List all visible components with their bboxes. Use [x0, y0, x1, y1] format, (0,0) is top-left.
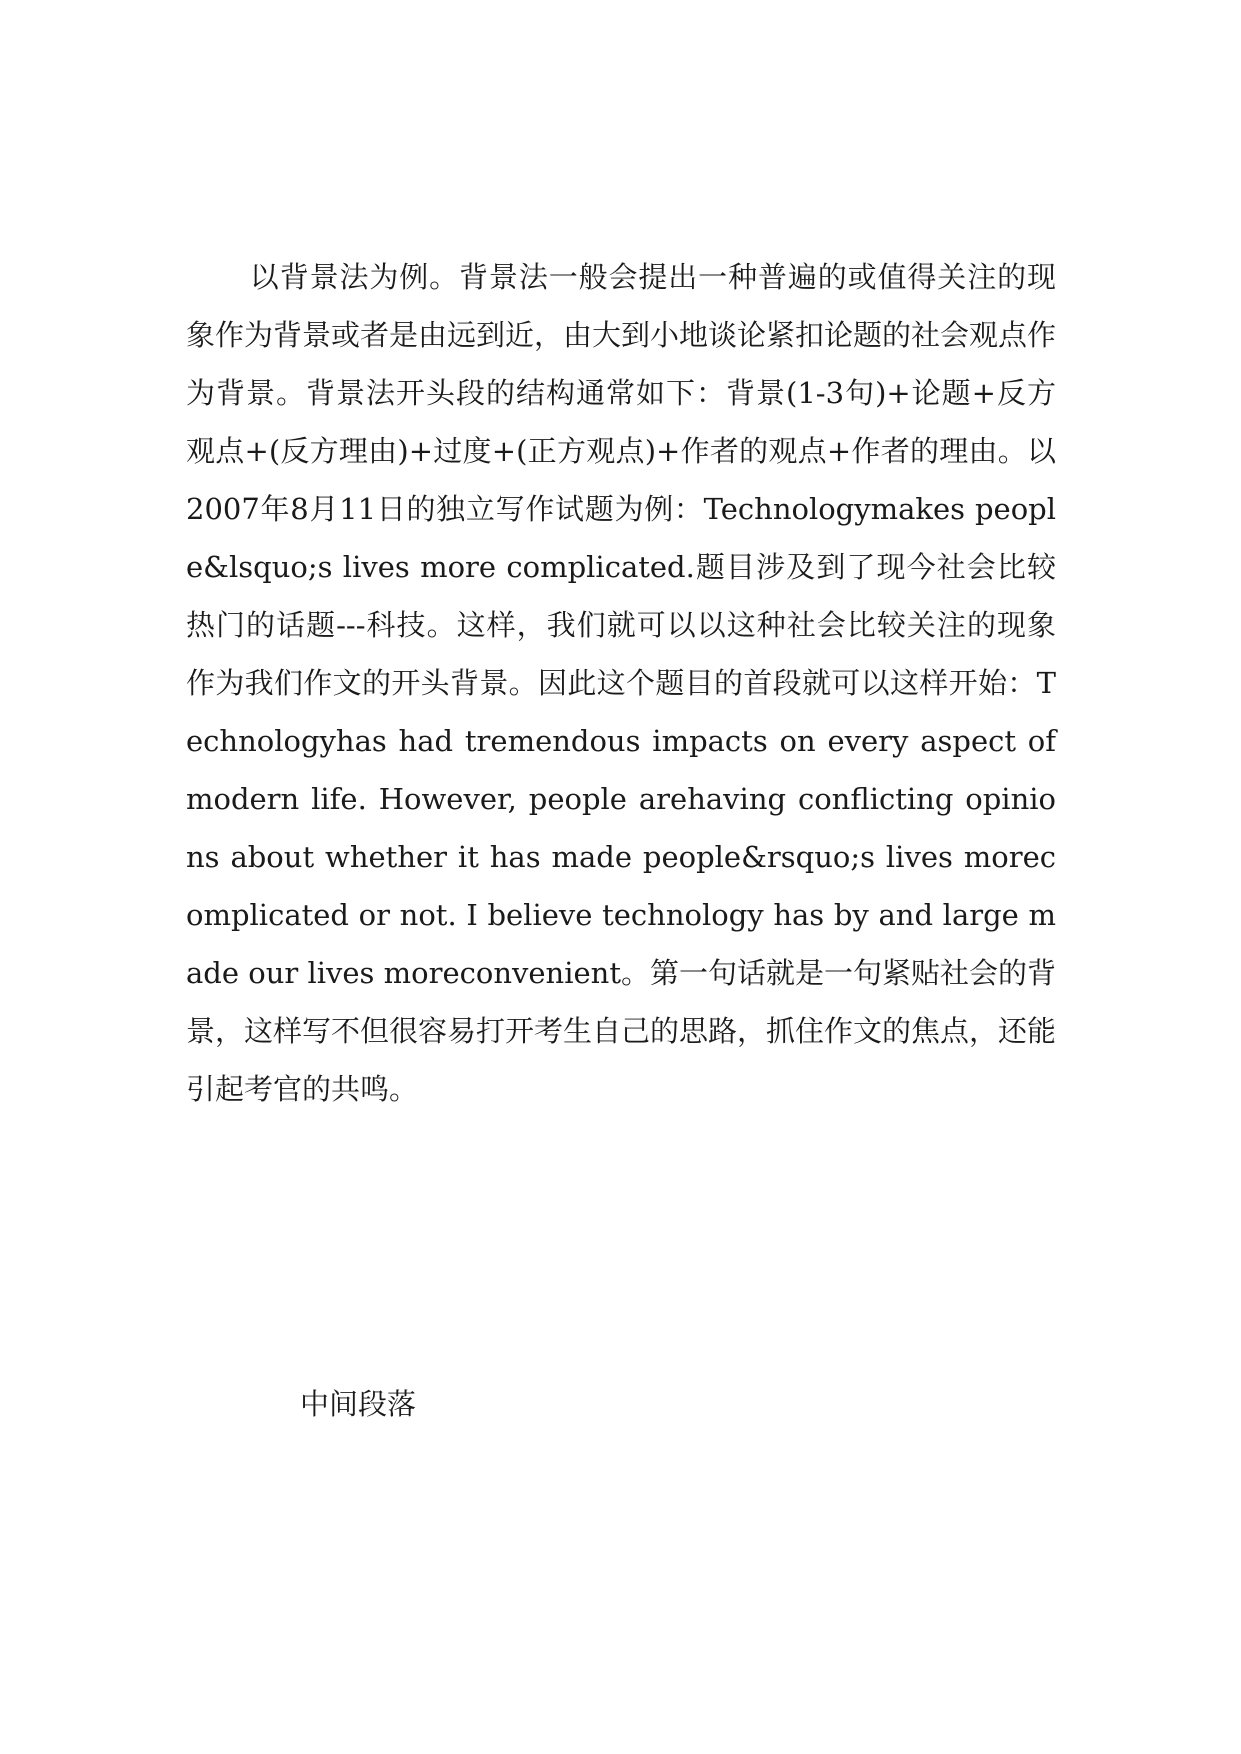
- section-heading: 中间段落: [300, 1387, 417, 1421]
- body-paragraph: 以背景法为例。背景法一般会提出一种普遍的或值得关注的现象作为背景或者是由远到近，由大到小地谈论紧扣论题的社会观点作为背景。背景法开头段的结构通常如下：背景(1-3句)+论题+反方观点+(反方理由)+过度+(正方观点)+作者的观点+作者的理由。以2007年8月11日的独立写作试题为例：Technologymakes people&lsquo;s lives more complicated.题目涉及到了现今社会比较热门的话题---科技。这样，我们就可以以这种社会比较关注的现象作为我们作文的开头背景。因此这个题目的首段就可以这样开始：Technologyhas had tremendous impacts on every aspect of modern life. However, people arehaving conflicting opinions about whether it has made people&rsquo;s lives morecomplicated or not. I believe technology has by and large made our lives moreconvenient。第一句话就是一句紧贴社会的背景，这样写不但很容易打开考生自己的思路，抓住作文的焦点，还能引起考官的共鸣。: [186, 260, 1057, 1106]
